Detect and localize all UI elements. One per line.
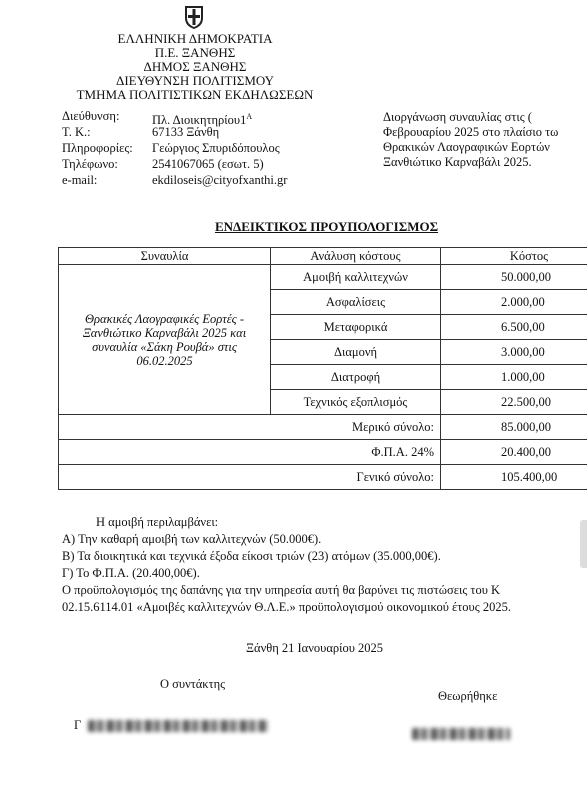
author-initial: Γ [74,718,82,732]
subject-line: Θρακικών Λαογραφικών Εορτών [383,140,550,154]
inclusion-item: Γ) Το Φ.Π.Α. (20.400,00€). [62,566,200,580]
contact-label: Τ. Κ.: [62,125,91,139]
cost-item: Αμοιβή καλλιτεχνών [271,265,441,290]
inclusion-intro: Η αμοιβή περιλαμβάνει: [96,515,219,529]
event-description: Θρακικές Λαογραφικές Εορτές - Ξανθιώτικο Καρναβάλι 2025 και συναυλία «Σάκη Ρουβά» στις 06.02.2025 [59,265,271,415]
header-line: Π.Ε. ΞΑΝΘΗΣ [154,45,236,60]
total-value: 105.400,00 [441,465,587,490]
subject-block [383,110,587,170]
total-label: Μερικό σύνολο: [59,415,441,440]
column-header: Κόστος [441,248,587,265]
contact-label: e-mail: [62,173,98,187]
total-row [59,440,587,465]
contact-label: Διεύθυνση: [62,109,120,123]
cost-value: 50.000,00 [441,265,587,290]
total-value: 85.000,00 [441,415,587,440]
cost-value: 3.000,00 [441,340,587,365]
cost-item: Μεταφορικά [271,315,441,340]
scroll-edge-marker [580,520,587,568]
document-date: Ξάνθη 21 Ιανουαρίου 2025 [246,641,384,655]
table-row [59,265,587,290]
total-label: Γενικό σύνολο: [59,465,441,490]
inclusion-item: Α) Την καθαρή αμοιβή των καλλιτεχνών (50.000€). [62,532,322,546]
total-row [59,415,587,440]
contact-value: 67133 Ξάνθη [152,125,220,139]
greek-coat-of-arms-icon [182,4,206,30]
contact-label: Τηλέφωνο: [62,157,118,171]
contact-value: ekdiloseis@cityofxanthi.gr [152,173,288,187]
cost-item: Ασφαλίσεις [271,290,441,315]
redacted-signature [412,728,510,740]
subject-line: Φεβρουαρίου 2025 στο πλαίσιο τω [383,125,559,139]
total-value: 20.400,00 [441,440,587,465]
budget-paragraph: Ο προϋπολογισμός της δαπάνης για την υπηρεσία αυτή θα βαρύνει τις πιστώσεις του Κ [62,583,501,597]
header-line: ΤΜΗΜΑ ΠΟΛΙΤΙΣΤΙΚΩΝ ΕΚΔΗΛΩΣΕΩΝ [76,87,314,102]
contact-value: 2541067065 (εσωτ. 5) [152,157,264,171]
cost-item: Διαμονή [271,340,441,365]
cost-value: 6.500,00 [441,315,587,340]
subject-line: Διοργάνωση συναυλίας στις ( [383,110,532,124]
cost-value: 2.000,00 [441,290,587,315]
cost-value: 1.000,00 [441,365,587,390]
column-header: Ανάλυση κόστους [271,248,441,265]
header-line: ΕΛΛΗΝΙΚΗ ΔΗΜΟΚΡΑΤΙΑ [117,31,273,46]
cost-item: Διατροφή [271,365,441,390]
cost-item: Τεχνικός εξοπλισμός [271,390,441,415]
approval-title: Θεωρήθηκε [438,689,498,703]
contact-label: Πληροφορίες: [62,141,133,155]
inclusion-item: Β) Τα διοικητικά και τεχνικά έξοδα είκοσι τριών (23) ατόμων (35.000,00€). [62,549,441,563]
cost-value: 22.500,00 [441,390,587,415]
total-label: Φ.Π.Α. 24% [59,440,441,465]
redacted-signature [88,720,268,732]
header-line: ΔΗΜΟΣ ΞΑΝΘΗΣ [143,59,247,74]
author-title: Ο συντάκτης [160,677,226,691]
budget-paragraph: 02.15.6114.01 «Αμοιβές καλλιτεχνών Θ.Λ.Ε.» προϋπολογισμού οικονομικού έτους 2025. [62,600,511,614]
document-title: ΕΝΔΕΙΚΤΙΚΟΣ ΠΡΟΥΠΟΛΟΓΙΣΜΟΣ [215,219,439,234]
subject-line: Ξανθιώτικο Καρναβάλι 2025. [383,155,532,169]
budget-table [58,247,587,490]
table-header-row [59,248,587,265]
column-header: Συναυλία [59,248,271,265]
contact-value: Γεώργιος Σπυριδόπουλος [152,141,280,155]
contact-value: Πλ. $\Delta\iota o\iota\kappa\eta\tau\eta\rho ίo\upsilon 1^A$ [152,112,253,128]
total-row [59,465,587,490]
header-line: ΔΙΕΥΘΥΝΣΗ ΠΟΛΙΤΙΣΜΟΥ [115,73,275,88]
